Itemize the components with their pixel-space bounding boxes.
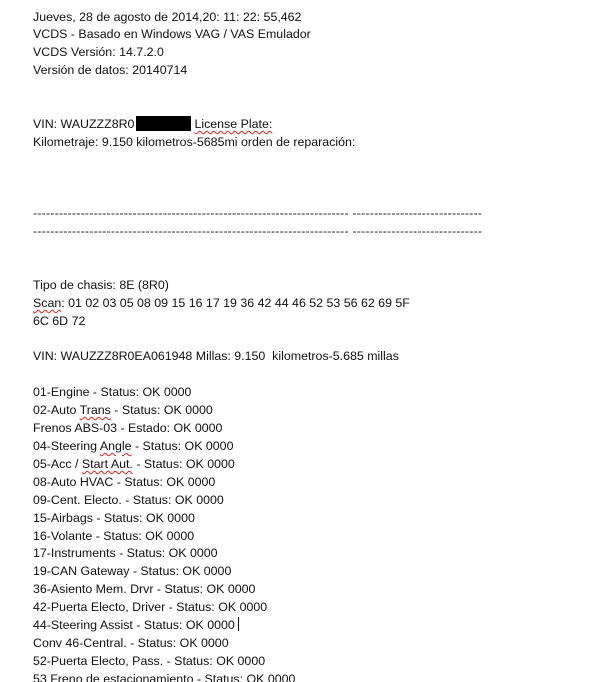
module-status-line: 01-Engine - Status: OK 0000 <box>33 385 192 399</box>
module-text-part: - Status: OK 0000 <box>132 457 235 471</box>
module-status-line: 09-Cent. Electo. - Status: OK 0000 <box>33 493 224 507</box>
module-status-line: 52-Puerta Electo, Pass. - Status: OK 0000 <box>33 654 266 668</box>
module-status-line <box>33 402 213 419</box>
misspelled-word: Trans <box>79 403 111 417</box>
text-cursor <box>238 617 240 631</box>
module-status-line: Frenos ABS-03 - Estado: OK 0000 <box>33 421 223 435</box>
license-plate-label: License Plate: <box>194 117 273 131</box>
redaction-block <box>136 116 191 131</box>
vin-prefix: VIN: WAUZZZ8R0 <box>33 117 135 131</box>
module-status-line: 15-Airbags - Status: OK 0000 <box>33 511 195 525</box>
module-status-line: 19-CAN Gateway - Status: OK 0000 <box>33 564 232 578</box>
module-status-line <box>33 438 233 455</box>
scan-line-continued: 6C 6D 72 <box>33 314 86 328</box>
vin-license-line <box>33 116 272 133</box>
module-status-line: 17-Instruments - Status: OK 0000 <box>33 546 218 560</box>
module-text: 44-Steering Assist - Status: OK 0000 <box>33 618 235 632</box>
module-status-line: 53 Freno de estacionamiento - Status: OK 0000 <box>33 672 296 682</box>
module-text-part: - Status: OK 0000 <box>110 403 213 417</box>
module-status-line: Conv 46-Central. - Status: OK 0000 <box>33 636 229 650</box>
mileage-line: Kilometraje: 9.150 kilometros-5685mi orden de reparación: <box>33 135 356 149</box>
vin-full-line: VIN: WAUZZZ8R0EA061948 Millas: 9.150 kilometros-5.685 millas <box>33 349 399 363</box>
module-status-line: 16-Volante - Status: OK 0000 <box>33 529 195 543</box>
module-status-line <box>33 456 235 473</box>
module-status-line: 36-Asiento Mem. Drvr - Status: OK 0000 <box>33 582 256 596</box>
module-text-part: 04-Steering <box>33 439 100 453</box>
module-text-part: - Status: OK 0000 <box>131 439 234 453</box>
scan-label: Scan <box>33 296 62 310</box>
header-timestamp: Jueves, 28 de agosto de 2014,20: 11: 22: 55,462 <box>33 10 302 24</box>
scan-line <box>33 295 410 312</box>
header-data-version: Versión de datos: 20140714 <box>33 63 188 77</box>
header-app-name: VCDS - Basado en Windows VAG / VAS Emulador <box>33 27 311 41</box>
scan-addresses: : 01 02 03 05 08 09 15 16 17 19 36 42 44 46 52 53 56 62 69 5F <box>61 296 410 310</box>
module-status-line: 08-Auto HVAC - Status: OK 0000 <box>33 475 216 489</box>
misspelled-word: Angle <box>99 439 132 453</box>
misspelled-word: Start Aut. <box>81 457 133 471</box>
module-text-part: 05-Acc / <box>33 457 82 471</box>
header-version: VCDS Versión: 14.7.2.0 <box>33 45 164 59</box>
module-status-line <box>33 617 239 634</box>
module-text-part: 02-Auto <box>33 403 80 417</box>
separator-line: ------------------------------------------------------------------------- ------------------------------ <box>33 224 483 238</box>
separator-line: ------------------------------------------------------------------------- ------------------------------ <box>33 206 483 220</box>
module-status-line: 42-Puerta Electo, Driver - Status: OK 0000 <box>33 600 268 614</box>
chassis-line: Tipo de chasis: 8E (8R0) <box>33 278 169 292</box>
